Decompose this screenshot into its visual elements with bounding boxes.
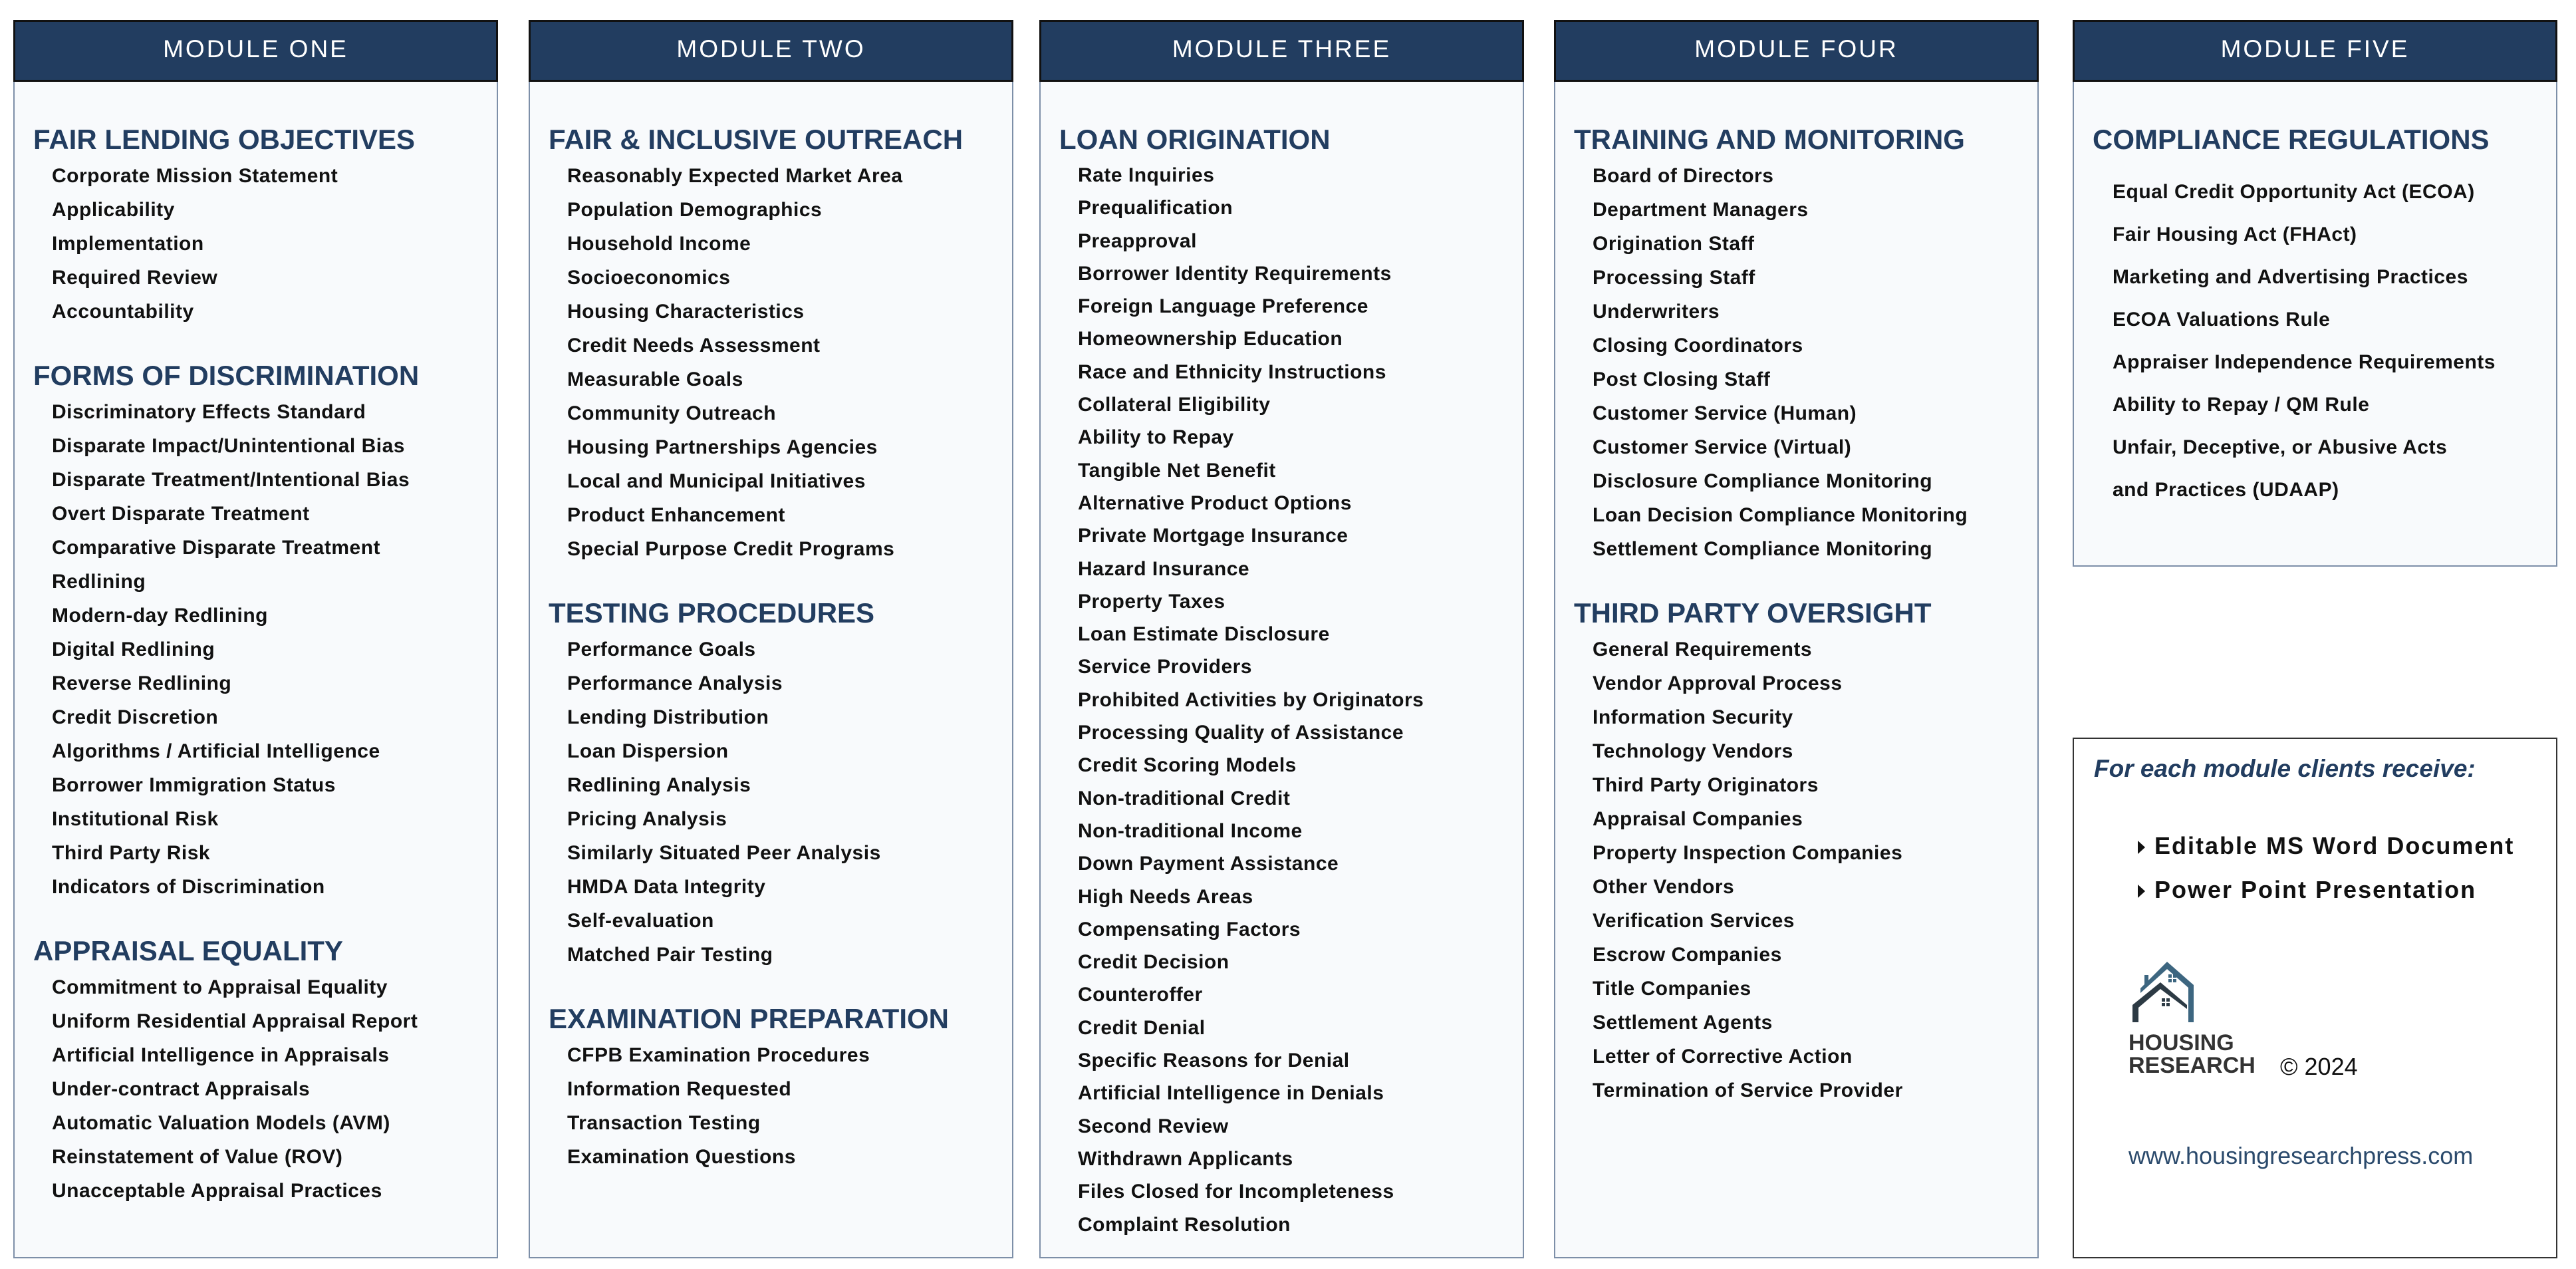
topic-item: Unfair, Deceptive, or Abusive Acts <box>2113 436 2448 458</box>
topic-item: Institutional Risk <box>52 808 219 830</box>
section-heading: THIRD PARTY OVERSIGHT <box>1574 597 1932 629</box>
topic-item: Socioeconomics <box>567 267 731 289</box>
topic-item: Automatic Valuation Models (AVM) <box>52 1112 390 1134</box>
section-heading: EXAMINATION PREPARATION <box>549 1003 950 1034</box>
deliverable-item <box>2138 832 2514 860</box>
topic-item: Household Income <box>567 233 751 255</box>
topic-item: CFPB Examination Procedures <box>567 1044 870 1066</box>
module-section <box>33 120 497 329</box>
topic-item: Redlining <box>52 571 146 593</box>
module-header: MODULE THREE <box>1039 20 1524 82</box>
topic-item: and Practices (UDAAP) <box>2113 479 2339 501</box>
module-column <box>1039 20 1524 1258</box>
topic-item: Down Payment Assistance <box>1078 853 1339 875</box>
topic-item: Prohibited Activities by Originators <box>1078 688 1424 711</box>
topic-item: Collateral Eligibility <box>1078 394 1271 416</box>
topic-item: Technology Vendors <box>1593 740 1793 762</box>
brand-line-1: HOUSING <box>2128 1030 2234 1056</box>
topic-item: Self-evaluation <box>567 910 714 932</box>
topic-item: Disparate Impact/Unintentional Bias <box>52 435 405 457</box>
topic-item: Property Inspection Companies <box>1593 842 1903 864</box>
topic-item: Second Review <box>1078 1115 1229 1137</box>
topic-item: Local and Municipal Initiatives <box>567 470 866 492</box>
topic-item: Processing Quality of Assistance <box>1078 722 1404 744</box>
module-column <box>1554 20 2039 1258</box>
topic-item: Termination of Service Provider <box>1593 1079 1903 1101</box>
deliverables-lead: For each module clients receive: <box>2094 755 2476 782</box>
topic-item: Community Outreach <box>567 402 777 424</box>
topic-item: Verification Services <box>1593 910 1795 932</box>
topic-item: Population Demographics <box>567 199 823 221</box>
module-header: MODULE ONE <box>13 20 498 82</box>
topic-item: Compensating Factors <box>1078 918 1301 940</box>
topic-item: Reasonably Expected Market Area <box>567 165 903 187</box>
topic-item: Specific Reasons for Denial <box>1078 1050 1350 1072</box>
copyright: © 2024 <box>2280 1053 2358 1080</box>
topic-item: Comparative Disparate Treatment <box>52 537 381 559</box>
topic-item: Complaint Resolution <box>1078 1213 1291 1236</box>
topic-item: Credit Discretion <box>52 706 219 728</box>
module-column <box>2073 20 2557 567</box>
topic-item: Counteroffer <box>1078 984 1203 1006</box>
module-header: MODULE FIVE <box>2073 20 2557 82</box>
topic-item: Credit Needs Assessment <box>567 335 821 356</box>
topic-item: Housing Partnerships Agencies <box>567 436 878 458</box>
topic-item: Borrower Identity Requirements <box>1078 262 1392 285</box>
topic-item: Appraiser Independence Requirements <box>2113 351 2496 373</box>
module-section <box>549 594 1012 972</box>
topic-item: Settlement Agents <box>1593 1012 1773 1034</box>
module-header: MODULE TWO <box>529 20 1013 82</box>
topic-item: Loan Decision Compliance Monitoring <box>1593 504 1968 526</box>
topic-item: Credit Scoring Models <box>1078 754 1297 777</box>
topic-item: Accountability <box>52 301 194 323</box>
topic-item: Marketing and Advertising Practices <box>2113 266 2468 288</box>
topic-item: Settlement Compliance Monitoring <box>1593 538 1933 560</box>
topic-item: Processing Staff <box>1593 267 1755 289</box>
topic-item: Applicability <box>52 199 175 221</box>
topic-item: Customer Service (Virtual) <box>1593 436 1852 458</box>
topic-item: Reinstatement of Value (ROV) <box>52 1146 343 1168</box>
module-column <box>529 20 1013 1258</box>
module-section <box>33 932 497 1208</box>
topic-item: Private Mortgage Insurance <box>1078 525 1349 547</box>
module-section <box>1059 120 1523 1241</box>
section-heading: TRAINING AND MONITORING <box>1574 124 1965 155</box>
topic-item: Non-traditional Credit <box>1078 787 1291 809</box>
topic-item: Origination Staff <box>1593 233 1755 255</box>
topic-item: Credit Decision <box>1078 951 1229 974</box>
topic-item: Overt Disparate Treatment <box>52 503 310 525</box>
topic-item: Rate Inquiries <box>1078 164 1215 186</box>
module-section <box>2093 120 2556 511</box>
module-section <box>1574 120 2037 566</box>
website-link[interactable]: www.housingresearchpress.com <box>2128 1142 2474 1169</box>
topic-item: Commitment to Appraisal Equality <box>52 976 388 998</box>
topic-item: Appraisal Companies <box>1593 808 1803 830</box>
topic-item: Credit Denial <box>1078 1016 1206 1039</box>
topic-item: Required Review <box>52 267 218 289</box>
topic-item: Matched Pair Testing <box>567 944 773 966</box>
topic-item: Alternative Product Options <box>1078 492 1352 514</box>
topic-item: Non-traditional Income <box>1078 819 1303 842</box>
topic-item: Information Requested <box>567 1078 792 1100</box>
topic-item: Implementation <box>52 233 204 255</box>
topic-item: Information Security <box>1593 706 1793 728</box>
topic-item: Letter of Corrective Action <box>1593 1046 1853 1067</box>
topic-item: Corporate Mission Statement <box>52 165 338 187</box>
topic-item: Property Taxes <box>1078 590 1225 613</box>
topic-item: Unacceptable Appraisal Practices <box>52 1180 382 1202</box>
topic-item: Special Purpose Credit Programs <box>567 538 895 560</box>
topic-item: HMDA Data Integrity <box>567 876 766 898</box>
topic-item: Redlining Analysis <box>567 774 751 796</box>
topic-item: Race and Ethnicity Instructions <box>1078 360 1386 383</box>
topic-item: Service Providers <box>1078 656 1252 678</box>
topic-item: Other Vendors <box>1593 876 1735 898</box>
topic-item: Escrow Companies <box>1593 944 1782 966</box>
deliverable-label: Editable MS Word Document <box>2154 832 2515 859</box>
section-heading: FAIR LENDING OBJECTIVES <box>33 124 416 155</box>
topic-item: Fair Housing Act (FHAct) <box>2113 223 2357 245</box>
topic-item: Uniform Residential Appraisal Report <box>52 1010 418 1032</box>
topic-item: Withdrawn Applicants <box>1078 1147 1293 1170</box>
topic-item: Tangible Net Benefit <box>1078 459 1276 482</box>
module-column <box>13 20 498 1258</box>
topic-item: Reverse Redlining <box>52 672 232 694</box>
topic-item: Under-contract Appraisals <box>52 1078 311 1100</box>
module-section <box>549 120 1012 566</box>
topic-item: Performance Goals <box>567 638 756 660</box>
triangle-bullet-icon <box>2138 841 2145 854</box>
topic-item: Borrower Immigration Status <box>52 774 336 796</box>
topic-item: Hazard Insurance <box>1078 557 1250 580</box>
topic-item: Disparate Treatment/Intentional Bias <box>52 469 410 491</box>
topic-item: Vendor Approval Process <box>1593 672 1843 694</box>
topic-item: Indicators of Discrimination <box>52 876 325 898</box>
topic-item: Prequalification <box>1078 197 1233 219</box>
topic-item: Third Party Risk <box>52 842 211 864</box>
topic-item: Equal Credit Opportunity Act (ECOA) <box>2113 181 2475 203</box>
topic-item: Disclosure Compliance Monitoring <box>1593 470 1933 492</box>
topic-item: General Requirements <box>1593 638 1813 660</box>
topic-item: Modern-day Redlining <box>52 605 268 627</box>
deliverable-item <box>2138 876 2476 904</box>
section-heading: COMPLIANCE REGULATIONS <box>2093 124 2490 155</box>
topic-item: Digital Redlining <box>52 638 215 660</box>
topic-item: Third Party Originators <box>1593 774 1819 796</box>
topic-item: Product Enhancement <box>567 504 785 526</box>
topic-item: Foreign Language Preference <box>1078 295 1368 318</box>
topic-item: Loan Dispersion <box>567 740 729 762</box>
triangle-bullet-icon <box>2138 885 2145 898</box>
module-header: MODULE FOUR <box>1554 20 2039 82</box>
section-heading: TESTING PROCEDURES <box>549 597 875 629</box>
topic-item: Measurable Goals <box>567 368 743 390</box>
topic-item: High Needs Areas <box>1078 885 1253 908</box>
topic-item: Customer Service (Human) <box>1593 402 1857 424</box>
topic-item: Underwriters <box>1593 301 1720 323</box>
house-logo-icon <box>2127 958 2207 1025</box>
deliverable-label: Power Point Presentation <box>2154 876 2477 903</box>
topic-item: Discriminatory Effects Standard <box>52 401 366 423</box>
topic-item: Board of Directors <box>1593 165 1774 187</box>
topic-item: ECOA Valuations Rule <box>2113 309 2331 331</box>
topic-item: Preapproval <box>1078 229 1197 252</box>
module-section <box>549 1000 1012 1174</box>
topic-item: Homeownership Education <box>1078 328 1343 351</box>
module-section <box>33 356 497 904</box>
section-heading: LOAN ORIGINATION <box>1059 124 1331 155</box>
topic-item: Title Companies <box>1593 978 1751 1000</box>
topic-item: Examination Questions <box>567 1146 796 1168</box>
section-heading: FAIR & INCLUSIVE OUTREACH <box>549 124 964 155</box>
topic-item: Ability to Repay <box>1078 426 1234 449</box>
topic-item: Ability to Repay / QM Rule <box>2113 394 2370 416</box>
brand-name <box>2128 1032 2255 1077</box>
section-heading: FORMS OF DISCRIMINATION <box>33 360 420 391</box>
topic-item: Transaction Testing <box>567 1112 761 1134</box>
topic-item: Artificial Intelligence in Appraisals <box>52 1044 390 1066</box>
topic-item: Similarly Situated Peer Analysis <box>567 842 881 864</box>
topic-item: Performance Analysis <box>567 672 783 694</box>
deliverables-box <box>2073 738 2557 1258</box>
topic-item: Loan Estimate Disclosure <box>1078 623 1330 646</box>
topic-item: Files Closed for Incompleteness <box>1078 1181 1394 1203</box>
topic-item: Lending Distribution <box>567 706 769 728</box>
brand-line-2: RESEARCH <box>2128 1053 2255 1078</box>
topic-item: Department Managers <box>1593 199 1809 221</box>
module-section <box>1574 594 2037 1107</box>
topic-item: Algorithms / Artificial Intelligence <box>52 740 380 762</box>
topic-item: Closing Coordinators <box>1593 335 1803 356</box>
topic-item: Artificial Intelligence in Denials <box>1078 1082 1384 1105</box>
topic-item: Post Closing Staff <box>1593 368 1771 390</box>
topic-item: Pricing Analysis <box>567 808 727 830</box>
section-heading: APPRAISAL EQUALITY <box>33 935 343 966</box>
topic-item: Housing Characteristics <box>567 301 805 323</box>
